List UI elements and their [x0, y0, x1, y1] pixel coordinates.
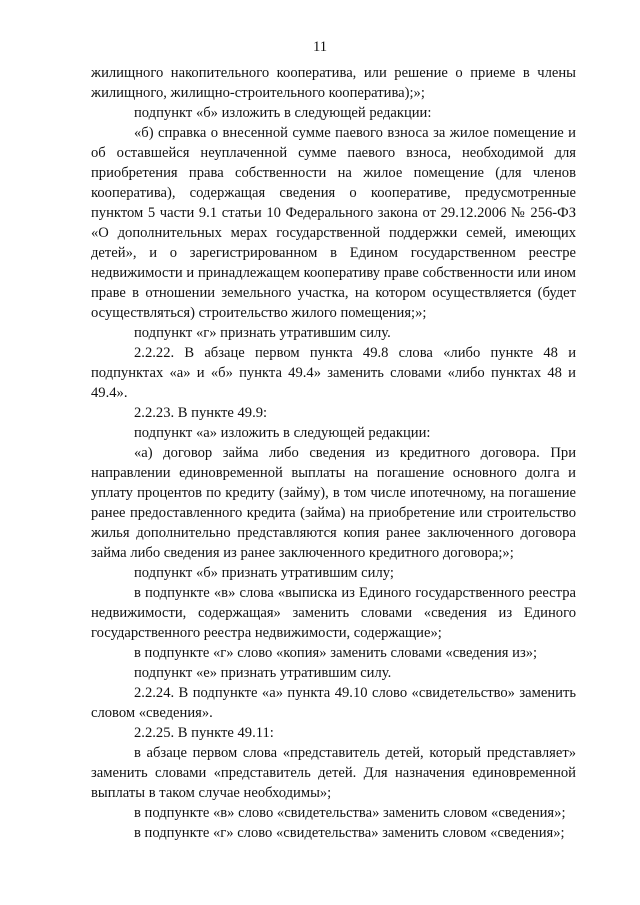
paragraph: «а) договор займа либо сведения из кредитного договора. При направлении единовременной выплаты на погашение основного долга и уплату процентов по кредиту (займу), в том числе ипотечному, на погашение ранее предоставленного кредита (займа) на приобретение или строительство жилья дополнительно представляются копия ранее заключенного договора займа либо сведения из ранее заключенного кредитного договора;»; [91, 445, 576, 561]
paragraph: подпункт «е» признать утратившим силу. [134, 665, 392, 681]
paragraph: подпункт «г» признать утратившим силу. [134, 325, 391, 341]
paragraph: «б) справка о внесенной сумме паевого взноса за жилое помещение и об оставшейся неуплаченной сумме паевого взноса, необходимой для приобретения права собственности на жилое помещение (для членов кооператива), содержащая сведения о кооперативе, предусмотренные пунктом 5 части 9.1 статьи 10 Федерального закона от 29.12.2006 № 256-ФЗ «О дополнительных мерах государственной поддержки семей, имеющих детей», и о зарегистрированном в Едином государственном реестре недвижимости и принадлежащем кооперативу праве собственности или ином праве в отношении земельного участка, на котором осуществляется (будет осуществляться) строительство жилого помещения;»; [91, 125, 576, 321]
paragraph: подпункт «б» признать утратившим силу; [134, 565, 394, 581]
page-number: 11 [312, 39, 328, 55]
paragraph: 2.2.24. В подпункте «а» пункта 49.10 слово «свидетельство» заменить словом «сведения». [91, 685, 576, 721]
paragraph: в абзаце первом слова «представитель детей, который представляет» заменить словами «представитель детей. Для назначения единовременной выплаты в таком случае необходимы»; [91, 745, 576, 801]
paragraph: 2.2.22. В абзаце первом пункта 49.8 слова «либо пункте 48 и подпунктах «а» и «б» пункта 49.4» заменить словами «либо пунктах 48 и 49.4». [91, 345, 576, 401]
paragraph: подпункт «б» изложить в следующей редакции: [134, 105, 432, 121]
paragraph: подпункт «а» изложить в следующей редакции: [134, 425, 431, 441]
paragraph: 2.2.25. В пункте 49.11: [134, 725, 274, 741]
paragraph: в подпункте «г» слово «копия» заменить словами «сведения из»; [134, 645, 538, 661]
paragraph: в подпункте «в» слово «свидетельства» заменить словом «сведения»; [134, 805, 566, 821]
paragraph: в подпункте «г» слово «свидетельства» заменить словом «сведения»; [134, 825, 565, 841]
paragraph: в подпункте «в» слова «выписка из Единого государственного реестра недвижимости, содержащая» заменить словами «сведения из Единого государственного реестра недвижимости, содержащие»; [91, 585, 576, 641]
paragraph-continuation: жилищного накопительного кооператива, или решение о приеме в члены жилищного, жилищно-строительного кооператива);»; [91, 65, 576, 101]
document-body [91, 63, 576, 843]
paragraph: 2.2.23. В пункте 49.9: [134, 405, 268, 421]
